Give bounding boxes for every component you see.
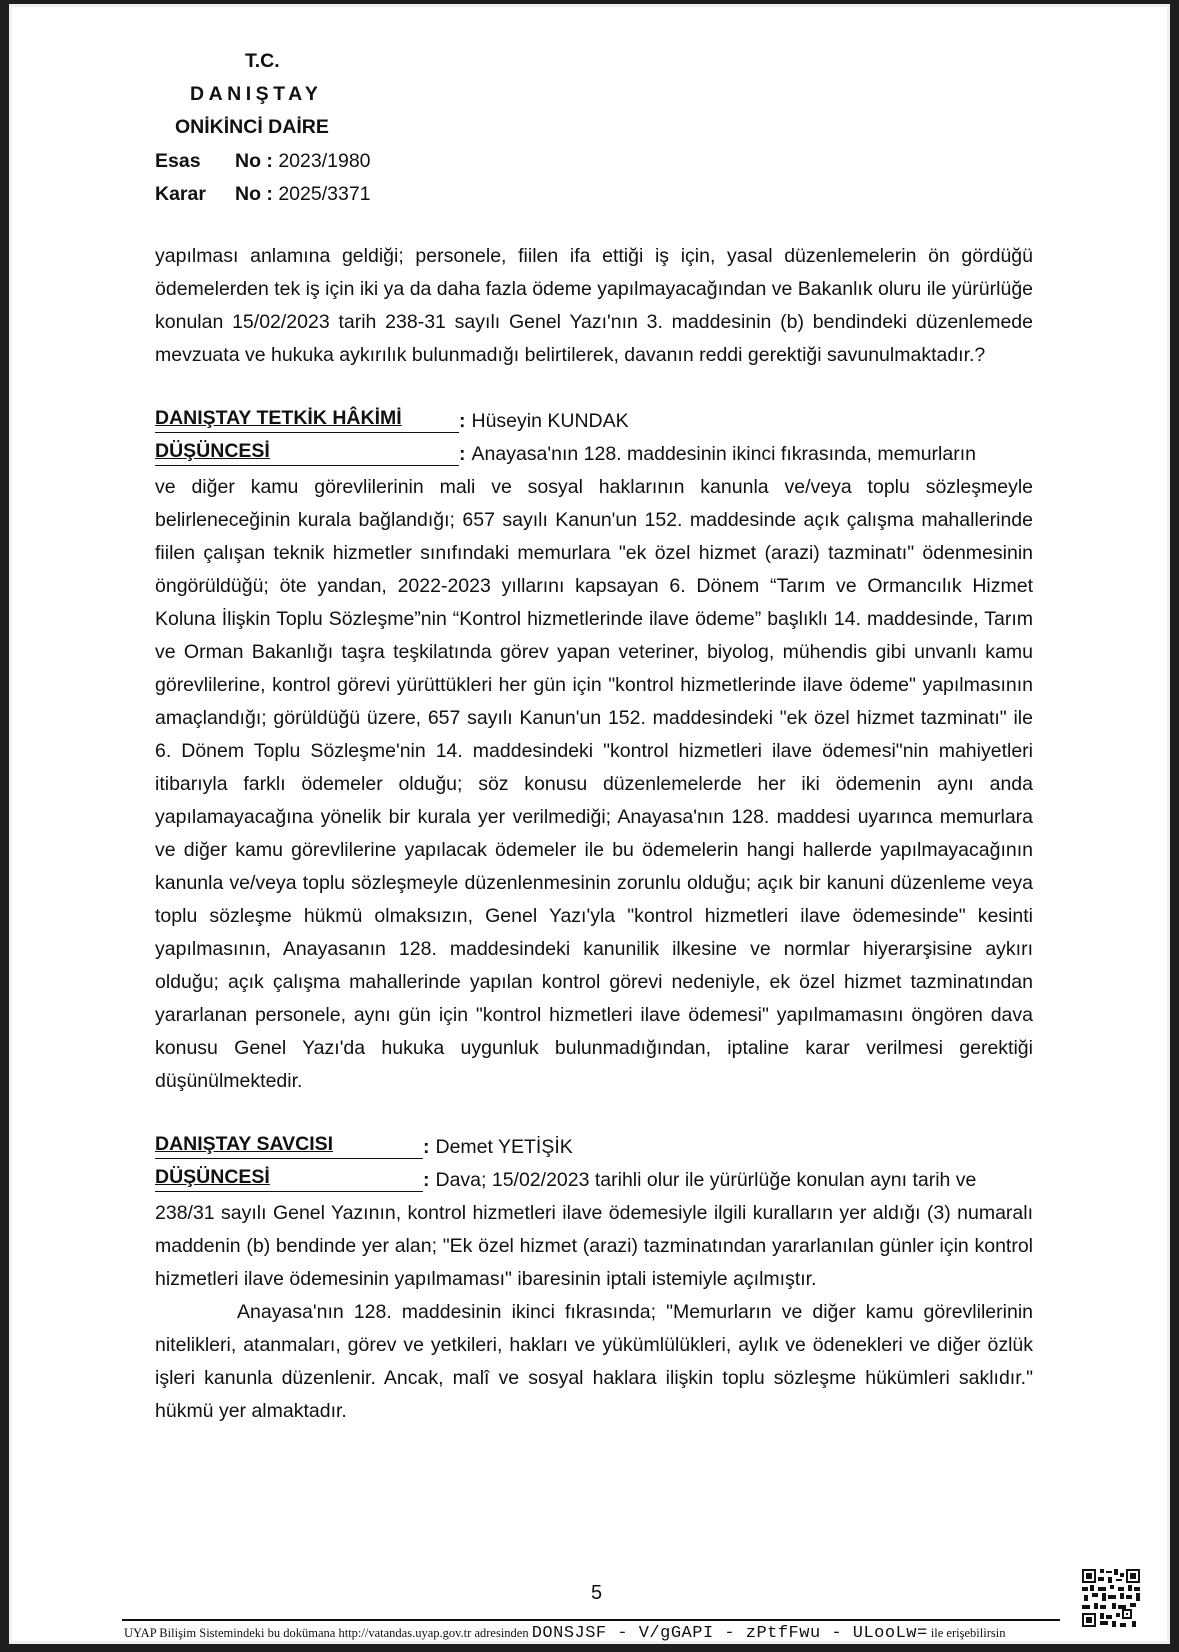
judge-opinion-text: ve diğer kamu görevlilerinin mali ve sosyal haklarının kanunla ve/veya toplu sözleşmeyle belirleneceğinin kurala bağlandığı; 657 sayılı Kanun'un 152. maddesinde açık çalışma mahallerinde fiilen çalışan teknik hizmetler sınıfındaki memurlara "ek özel hizmet (arazi) tazminatı" ödenmesinin öngörüldüğü; öte yandan, 2022-2023 yıllarını kapsayan 6. Dönem “Tarım ve Ormancılık Hizmet Koluna İlişkin Toplu Sözleşme”nin “Kontrol hizmetlerinde ilave ödeme” başlıklı 14. maddesinde, Tarım ve Orman Bakanlığı taşra teşkilatında görev yapan veteriner, biyolog, mühendis gibi unvanlı kamu görevlilerine, kontrol görevi yürüttükleri her gün için "kontrol hizmetlerinde ilave ödeme" yapılmasının amaçlandığı; görüldüğü üzere, 657 sayılı Kanun'un 152. maddesindeki "ek özel hizmet tazminatı" ile 6. Dönem Toplu Sözleşme'nin 14. maddesindeki "kontrol hizmetleri ilave ödemesi"nin mahiyetleri itibarıyla farklı ödemeler olduğu; söz konusu düzenlemelerde her iki ödemenin aynı anda yapılamayacağına yönelik bir kurala yer verilmediği; Anayasa'nın 128. maddesi uyarınca memurlara ve diğer kamu görevlilerine yapılacak ödemeler ile bu ödemelerin hangi hallerde yapılmayacağının kanunla ve/veya toplu sözleşmeyle düzenlenmesinin zorunlu olduğu; açık bir kanuni düzenleme veya toplu sözleşme hükmü olmaksızın, Genel Yazı'yla "kontrol hizmetleri ilave ödemesinde" kesinti yapılmasının, Anayasanın 128. maddesindeki kanunilik ilkesine ve normlar hiyerarşisine aykırı olduğu; açık çalışma mahallerinde yapılan kontrol görevi nedeniyle, ek özel hizmet tazminatından yararlanan personele, aynı gün için "kontrol hizmetleri ilave ödemesi" yapılmamasını öngören dava konusu Genel Yazı'da hukuka uygunluk bulunmadığından, iptaline karar verilmesi gerektiği düşünülmektedir. xyxy=(155,476,1033,1092)
footer-suffix: ile erişebilirsin xyxy=(930,1626,1006,1640)
esas-label: Esas xyxy=(155,150,201,172)
footer-prefix: UYAP Bilişim Sistemindeki bu dokümana http://vatandas.uyap.gov.tr adresinden xyxy=(124,1626,529,1640)
esas-number: 2023/1980 xyxy=(278,150,371,172)
prosecutor-opinion-row xyxy=(155,1164,1033,1197)
prosecutor-opinion-label: DÜŞÜNCESİ xyxy=(155,1164,423,1192)
intro-paragraph: yapılması anlamına geldiği; personele, fiilen ifa ettiği iş için, yasal düzenlemelerin ön gördüğü ödemelerden tek iş için iki ya da daha fazla ödeme yapılmayacağından ve Bakanlık oluru ile yürürlüğe konulan 15/02/2023 tarih 238-31 sayılı Genel Yazı'nın 3. maddesinin (b) bendindeki düzenlemede mevzuata ve hukuka aykırılık bulunmadığı belirtilerek, davanın reddi gerektiği savunulmaktadır.? xyxy=(155,245,1034,366)
constitution-paragraph: Anayasa'nın 128. maddesinin ikinci fıkrasında; "Memurların ve diğer kamu görevlilerinin nitelikleri, atanmaları, görev ve yetkileri, hakları ve yükümlülükleri, aylık ve ödenekleri ve diğer özlük işleri kanunla düzenlenir. Ancak, malî ve sosyal haklara ilişkin toplu sözleşme hükümleri saklıdır." hükmü yer almaktadır. xyxy=(155,1301,1033,1422)
access-code: DONSJSF - V/gGAPI - zPtfFwu - ULooLw= xyxy=(531,1624,928,1643)
judge-opinion-row xyxy=(155,438,1033,471)
prosecutor-row xyxy=(155,1131,1033,1164)
no-label: No : xyxy=(235,183,273,205)
esas-number-row xyxy=(155,150,371,173)
header-department: ONİKİNCİ DAİRE xyxy=(175,116,329,138)
judge-name: Hüseyin KUNDAK xyxy=(471,410,629,432)
judge-opinion-label: DÜŞÜNCESİ xyxy=(155,438,459,466)
page-number: 5 xyxy=(591,1582,603,1604)
karar-label: Karar xyxy=(155,183,206,205)
colon: : xyxy=(423,1136,430,1158)
karar-number: 2025/3371 xyxy=(278,183,371,205)
judge-opinion-first-line: Anayasa'nın 128. maddesinin ikinci fıkrasında, memurların xyxy=(471,443,976,465)
no-label: No : xyxy=(235,150,273,172)
footer-divider xyxy=(122,1619,1060,1621)
colon: : xyxy=(423,1169,430,1191)
colon: : xyxy=(459,410,466,432)
prosecutor-label: DANIŞTAY SAVCISI xyxy=(155,1131,423,1159)
judge-row xyxy=(155,405,1033,438)
colon: : xyxy=(459,443,466,465)
prosecutor-name: Demet YETİŞİK xyxy=(435,1136,573,1158)
document-body xyxy=(155,240,1033,1428)
prosecutor-opinion-text: 238/31 sayılı Genel Yazının, kontrol hizmetleri ilave ödemesiyle ilgili kuralların yer aldığı (3) numaralı maddenin (b) bendinde yer alan; "Ek özel hizmet (arazi) tazminatından yararlanılan günler için kontrol hizmetleri ilave ödemesinin yapılmaması" ibaresinin iptali istemiyle açılmıştır. xyxy=(155,1202,1033,1290)
qr-code-icon xyxy=(1082,1569,1140,1627)
header-tc: T.C. xyxy=(245,50,280,72)
judge-label: DANIŞTAY TETKİK HÂKİMİ xyxy=(155,405,459,433)
prosecutor-opinion-first-line: Dava; 15/02/2023 tarihli olur ile yürürlüğe konulan aynı tarih ve xyxy=(435,1169,977,1191)
karar-number-row xyxy=(155,183,371,206)
header-court: DANIŞTAY xyxy=(190,83,323,105)
footer-verification xyxy=(124,1624,1005,1643)
document-page xyxy=(9,4,1170,1644)
